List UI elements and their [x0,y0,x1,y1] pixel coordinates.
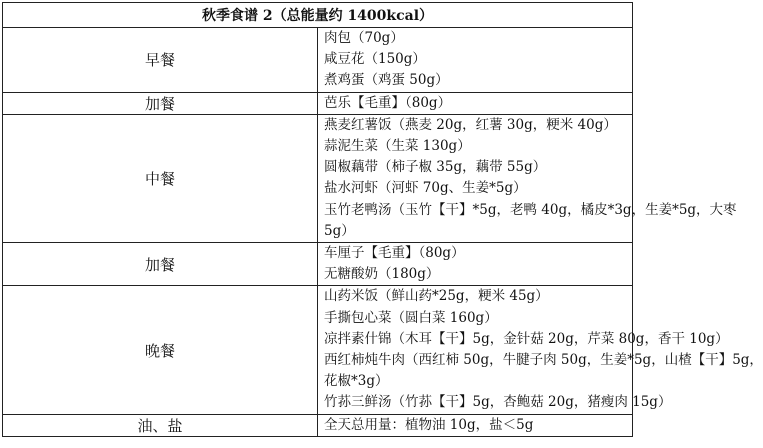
meal-name-lunch: 中餐 [3,114,318,242]
meal-row-snack-morning [3,92,633,114]
meal-name-snack-morning: 加餐 [3,92,318,114]
meal-items-snack-morning [318,92,633,114]
meal-name-breakfast: 早餐 [3,28,318,93]
meal-items-breakfast [318,28,633,93]
meal-name-oil-salt: 油、盐 [3,414,318,436]
food-item: 玉竹老鸭汤（玉竹【干】*5g，老鸭 40g，橘皮*3g，生姜*5g，大枣 [324,201,737,218]
meal-items-lunch [318,114,737,242]
food-item: 燕麦红薯饭（燕麦 20g，红薯 30g，粳米 40g） [324,116,617,133]
menu-title: 秋季食谱 2（总能量约 1400kcal） [3,3,633,28]
meal-name-dinner: 晚餐 [3,286,318,414]
food-item: 煮鸡蛋（鸡蛋 50g） [324,72,449,89]
meal-items-snack-afternoon [318,243,633,286]
food-item: 无糖酸奶（180g） [324,266,440,283]
food-item: 咸豆花（150g） [324,51,426,68]
food-item: 盐水河虾（河虾 70g、生姜*5g） [324,180,527,197]
meal-row-snack-afternoon [3,243,633,286]
menu-table [2,2,763,437]
food-item-continued: 5g） [324,222,355,239]
meal-row-dinner [3,286,633,414]
food-item: 蒜泥生菜（生菜 130g） [324,138,471,155]
food-item: 凉拌素什锦（木耳【干】5g，金针菇 20g，芹菜 80g，香干 10g） [324,330,729,347]
meal-row-lunch [3,114,633,242]
meal-row-oil-salt [3,414,633,436]
food-item: 竹荪三鲜汤（竹荪【干】5g，杏鲍菇 20g，猪瘦肉 15g） [324,394,672,411]
meal-name-snack-afternoon: 加餐 [3,243,318,286]
food-item: 西红柿炖牛肉（西红柿 50g，牛腱子肉 50g，生姜*5g，山楂【干】5g， [324,352,763,369]
food-item: 车厘子【毛重】（80g） [324,245,465,262]
food-item-continued: 花椒*3g） [324,373,389,390]
food-item: 山药米饭（鲜山药*25g，粳米 45g） [324,288,549,305]
food-item: 手撕包心菜（圆白菜 160g） [324,309,498,326]
food-item: 全天总用量：植物油 10g，盐＜5g [324,416,534,433]
food-item: 圆椒藕带（柿子椒 35g，藕带 55g） [324,159,547,176]
meal-row-breakfast [3,28,633,93]
title-row [3,3,633,28]
meal-items-oil-salt [318,414,633,436]
food-item: 肉包（70g） [324,30,404,46]
food-item: 芭乐【毛重】（80g） [324,94,452,111]
meal-items-dinner [318,286,763,414]
